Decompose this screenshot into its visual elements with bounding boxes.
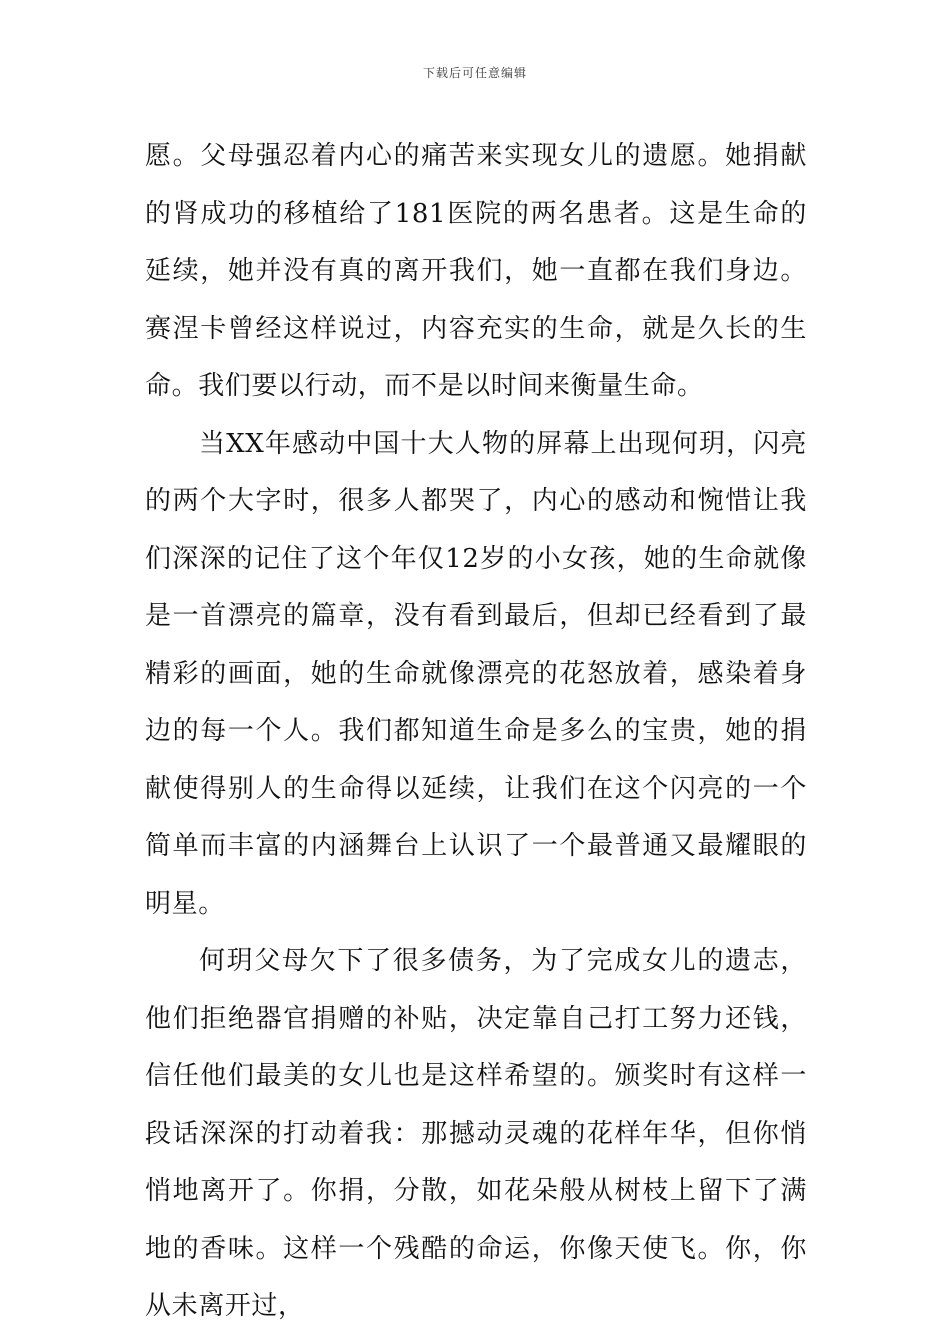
paragraph-he-yue-award: 当XX年感动中国十大人物的屏幕上出现何玥，闪亮的两个大字时，很多人都哭了，内心的感动和惋惜让我们深深的记住了这个年仅12岁的小女孩，她的生命就像是一首漂亮的篇章，没有看到最后，但却已经看到了最精彩的画面，她的生命就像漂亮的花怒放着，感染着身边的每一个人。我们都知道生命是多么的宝贵，她的捐献使得别人的生命得以延续，让我们在这个闪亮的一个简单而丰富的内涵舞台上认识了一个最普通又最耀眼的明星。 (145, 428, 807, 919)
document-body (145, 128, 807, 1336)
page-header: 下载后可任意编辑 (422, 66, 527, 80)
paragraph-parents-debt: 何玥父母欠下了很多债务，为了完成女儿的遗志，他们拒绝器官捐赠的补贴，决定靠自己打工努力还钱，信任他们最美的女儿也是这样希望的。颁奖时有这样一段话深深的打动着我：那撼动灵魂的花样年华，但你悄悄地离开了。你捐，分散，如花朵般从树枝上留下了满地的香味。这样一个残酷的命运，你像天使飞。你，你从未离开过， (145, 946, 807, 1321)
paragraph-continued: 愿。父母强忍着内心的痛苦来实现女儿的遗愿。她捐献的肾成功的移植给了181医院的两名患者。这是生命的延续，她并没有真的离开我们，她一直都在我们身边。赛涅卡曾经这样说过，内容充实的生命，就是久长的生命。我们要以行动，而不是以时间来衡量生命。 (145, 141, 807, 401)
